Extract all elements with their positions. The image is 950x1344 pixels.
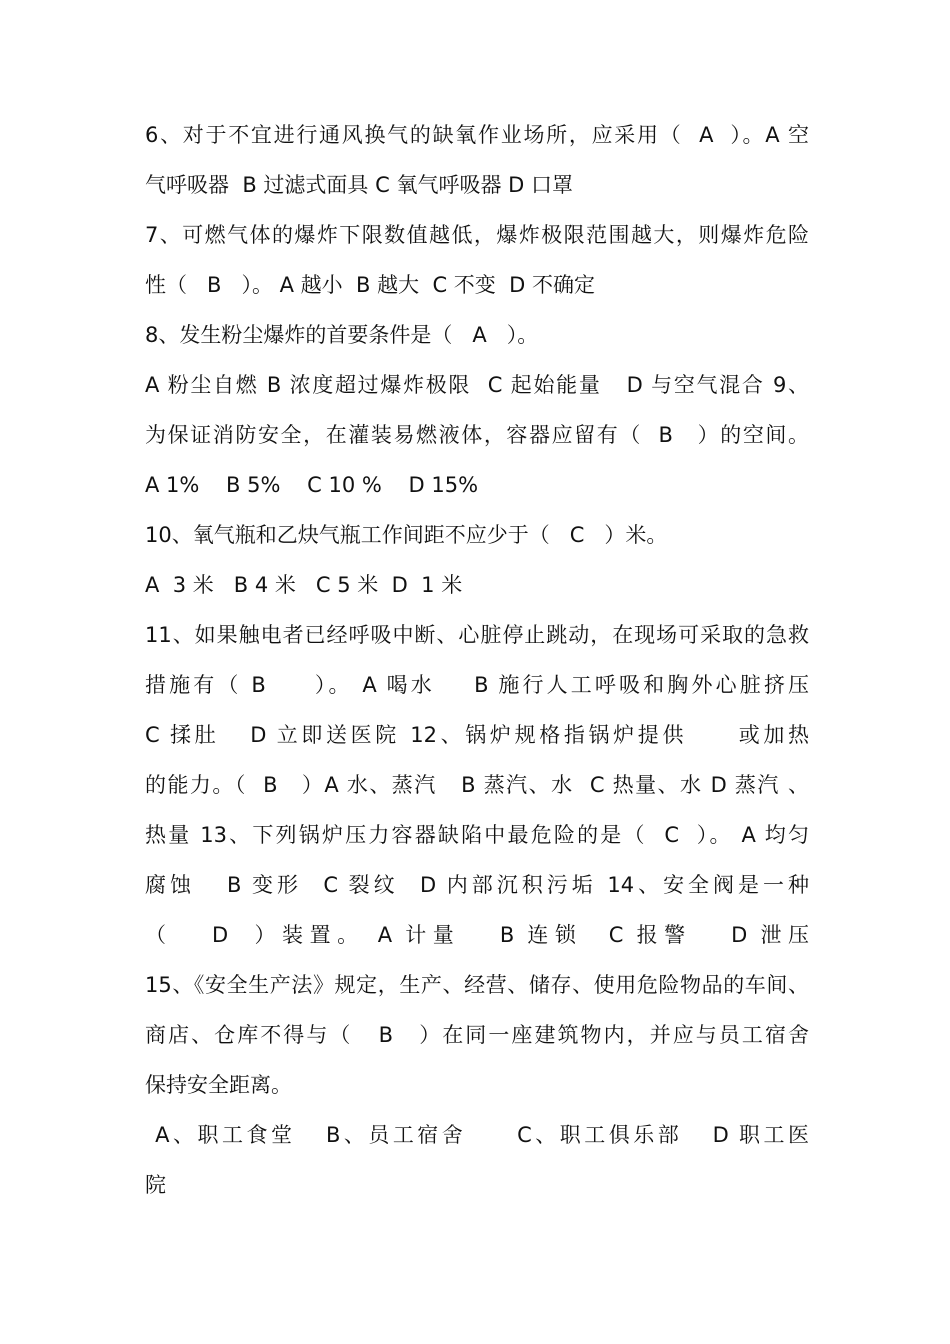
text-line: 院 [145,1173,166,1197]
text-line: 商店、仓库不得与（ B ）在同一座建筑物内，并应与员工宿舍 [145,1023,809,1047]
document-body [145,110,809,1210]
text-line: 热量 13、下列锅炉压力容器缺陷中最危险的是（ C ）。 A 均匀 [145,823,809,847]
text-line: 腐蚀 B 变形 C 裂纹 D 内部沉积污垢 14、安全阀是一种 [145,873,809,897]
text-line: 7、可燃气体的爆炸下限数值越低，爆炸极限范围越大，则爆炸危险 [145,223,809,247]
text-line: C 揉肚 D 立即送医院 12、锅炉规格指锅炉提供 或加热 [145,723,809,747]
text-line: 8、发生粉尘爆炸的首要条件是（ A ）。 [145,323,539,347]
text-line: A 粉尘自燃 B 浓度超过爆炸极限 C 起始能量 D 与空气混合 9、 [145,373,809,397]
text-line: 的能力。（ B ）A 水、蒸汽 B 蒸汽、水 C 热量、水 D 蒸汽 、 [145,773,809,797]
text-line: A、职工食堂 B、员工宿舍 C、职工俱乐部 D 职工医 [145,1123,809,1147]
text-line: 措施有（ B ）。 A 喝水 B 施行人工呼吸和胸外心脏挤压 [145,673,809,697]
text-line: 保持安全距离。 [145,1073,292,1097]
text-line: 6、对于不宜进行通风换气的缺氧作业场所，应采用（ A ）。A 空 [145,123,809,147]
text-line: 气呼吸器 B 过滤式面具 C 氧气呼吸器 D 口罩 [145,173,573,197]
text-line: 为保证消防安全，在灌装易燃液体，容器应留有（ B ）的空间。 [145,423,809,447]
text-line: A 3 米 B 4 米 C 5 米 D 1 米 [145,573,463,597]
text-line: 11、如果触电者已经呼吸中断、心脏停止跳动，在现场可采取的急救 [145,623,809,647]
text-line: （ D ）装置。 A 计量 B 连锁 C 报警 D 泄压 [145,923,809,947]
text-line: 10、氧气瓶和乙炔气瓶工作间距不应少于（ C ）米。 [145,523,668,547]
text-line: 性（ B ）。 A 越小 B 越大 C 不变 D 不确定 [145,273,595,297]
text-line: 15、《安全生产法》规定，生产、经营、储存、使用危险物品的车间、 [145,973,809,997]
text-line: A 1% B 5% C 10 % D 15% [145,473,479,497]
